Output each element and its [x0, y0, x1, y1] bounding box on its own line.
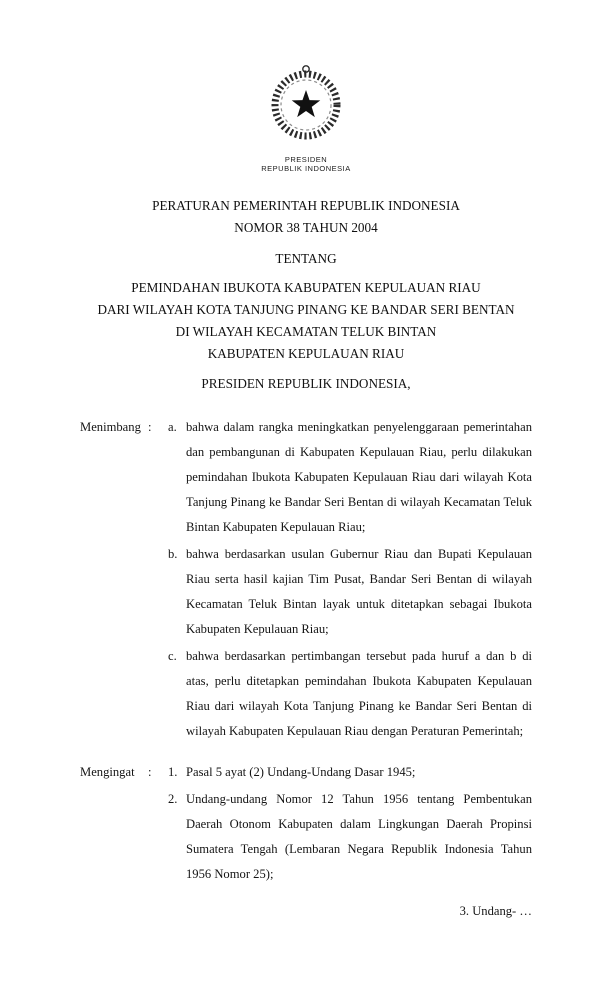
mengingat-label: Mengingat: [80, 765, 135, 779]
item-text: Undang-undang Nomor 12 Tahun 1956 tentang Pembentukan Daerah Otonom Kabupaten dalam Lingkungan Daerah Propinsi Sumatera Tengah (Lembaran Negara Republik Indonesia Tahun 1956 Nomor 25);: [186, 792, 532, 881]
menimbang-item-c: [168, 644, 532, 744]
mengingat-colon: :: [148, 765, 152, 779]
emblem-caption: [80, 155, 532, 173]
menimbang-label: Menimbang: [80, 420, 141, 434]
subject-line-4: KABUPATEN KEPULAUAN RIAU: [207, 346, 405, 361]
item-text: Pasal 5 ayat (2) Undang-Undang Dasar 1945;: [186, 765, 416, 779]
item-marker: b.: [168, 547, 178, 561]
item-text: bahwa berdasarkan pertimbangan tersebut pada huruf a dan b di atas, perlu ditetapkan pemindahan Ibukota Kabupaten Kepulauan Riau dari wilayah Kota Tanjung Pinang ke Bandar Seri Bentan di wilayah Kabupaten Kepulauan Riau dengan Peraturan Pemerintah;: [186, 649, 532, 738]
menimbang-colon: :: [148, 420, 152, 434]
opening-line: PRESIDEN REPUBLIK INDONESIA,: [201, 376, 411, 391]
title-block: [80, 195, 532, 365]
item-marker: 1.: [168, 765, 178, 779]
subject-line-2: DARI WILAYAH KOTA TANJUNG PINANG KE BANDAR SERI BENTAN: [97, 302, 515, 317]
emblem-wrap: [80, 60, 532, 173]
regulation-number-line: NOMOR 38 TAHUN 2004: [234, 220, 378, 235]
item-marker: 2.: [168, 792, 178, 806]
mengingat-items: [168, 760, 532, 887]
subject-line-1: PEMINDAHAN IBUKOTA KABUPATEN KEPULAUAN RIAU: [131, 280, 481, 295]
mengingat-clause: [80, 760, 532, 887]
emblem-caption-presiden: PRESIDEN: [284, 155, 328, 164]
mengingat-item-2: [168, 787, 532, 887]
menimbang-item-a: [168, 415, 532, 540]
item-marker: a.: [168, 420, 177, 434]
subject-line-3: DI WILAYAH KECAMATAN TELUK BINTAN: [175, 324, 437, 339]
tentang-line: TENTANG: [275, 251, 337, 266]
item-marker: c.: [168, 649, 177, 663]
star-wreath-emblem-icon: [264, 60, 348, 146]
menimbang-item-b: [168, 542, 532, 642]
mengingat-item-1: [168, 760, 532, 785]
emblem-caption-republik: REPUBLIK INDONESIA: [261, 164, 351, 173]
menimbang-clause: [80, 415, 532, 744]
page-catchword: 3. Undang- …: [459, 904, 532, 918]
body-block: [80, 415, 532, 924]
regulation-title-line: PERATURAN PEMERINTAH REPUBLIK INDONESIA: [152, 198, 460, 213]
menimbang-items: [168, 415, 532, 744]
item-text: bahwa dalam rangka meningkatkan penyelenggaraan pemerintahan dan pembangunan di Kabupaten Kepulauan Riau, perlu dilakukan pemindahan Ibukota Kabupaten Kepulauan Riau dari wilayah Kota Tanjung Pinang ke Bandar Seri Bentan di wilayah Kecamatan Teluk Bintan Kabupaten Kepulauan Riau;: [186, 420, 532, 534]
item-text: bahwa berdasarkan usulan Gubernur Riau dan Bupati Kepulauan Riau serta hasil kajian Tim Pusat, Bandar Seri Bentan di wilayah Kecamatan Teluk Bintan layak untuk ditetapkan sebagai Ibukota Kabupaten Kepulauan Riau;: [186, 547, 532, 636]
